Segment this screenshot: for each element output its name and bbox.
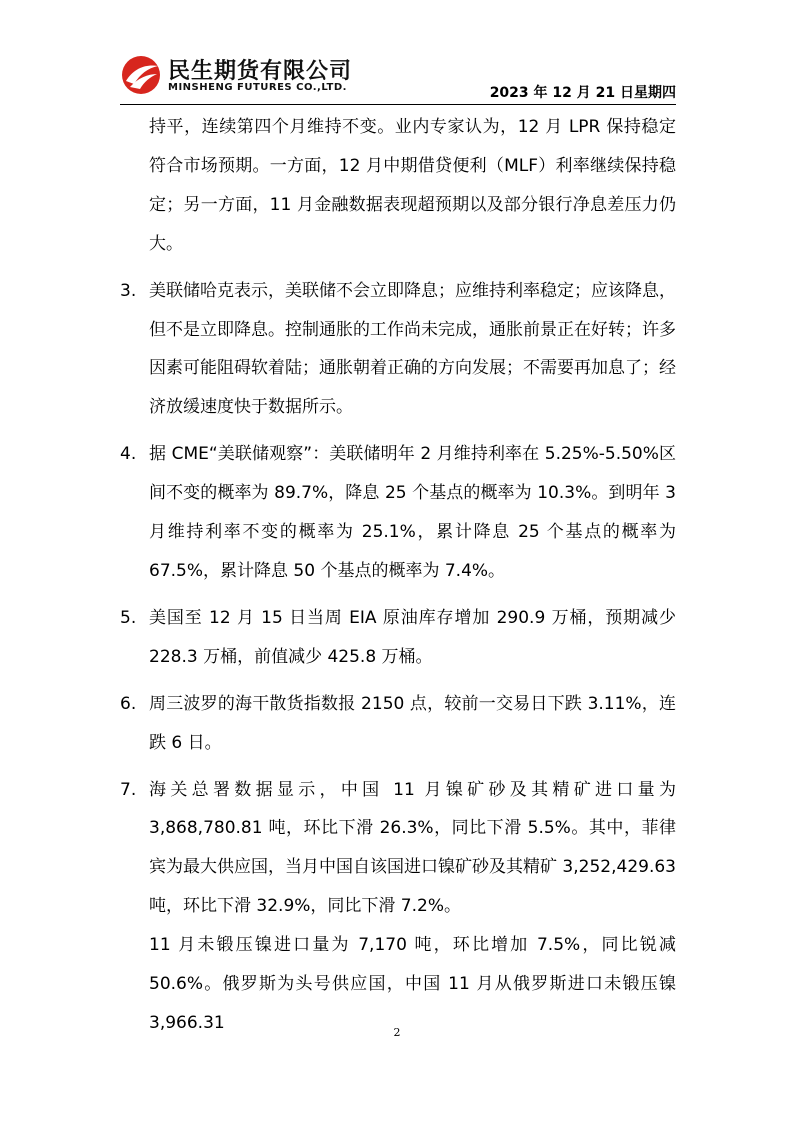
- list-item-number: 5.: [120, 607, 137, 628]
- list-item: [120, 599, 676, 677]
- header-divider: [120, 104, 676, 105]
- list-item-number: 7.: [120, 779, 137, 800]
- minsheng-logo-icon: [120, 54, 162, 96]
- list-item-text: 美国至 12 月 15 日当周 EIA 原油库存增加 290.9 万桶，预期减少 228.3 万桶，前值减少 425.8 万桶。: [149, 607, 676, 667]
- list-item-number: 3.: [120, 280, 137, 301]
- list-item: [120, 272, 676, 428]
- page-body: [120, 108, 676, 1043]
- company-name-cn: 民生期货有限公司: [168, 59, 353, 84]
- intro-paragraph: 持平，连续第四个月维持不变。业内专家认为，12 月 LPR 保持稳定符合市场预期。一方面，12 月中期借贷便利（MLF）利率继续保持稳定；另一方面，11 月金融数据表现超预期以及部分银行净息差压力仍大。: [149, 117, 676, 254]
- list-item-text: 海关总署数据显示，中国 11 月镍矿砂及其精矿进口量为 3,868,780.81 吨，环比下滑 26.3%，同比下滑 5.5%。其中，菲律宾为最大供应国，当月中国自该国进口镍矿砂及其精矿 3,252,429.63 吨，环比下滑 32.9%，同比下滑 7.2%。: [149, 779, 676, 917]
- header-date: 2023 年 12 月 21 日星期四: [489, 85, 676, 101]
- list-item: [120, 771, 676, 927]
- list-item-number: 4.: [120, 444, 137, 465]
- list-item: [120, 685, 676, 763]
- list-item-text: 据 CME“美联储观察”：美联储明年 2 月维持利率在 5.25%-5.50%区间不变的概率为 89.7%，降息 25 个基点的概率为 10.3%。到明年 3 月维持利率不变的概率为 25.1%，累计降息 25 个基点的概率为 67.5%，累计降息 50 个基点的概率为 7.4%。: [149, 444, 676, 581]
- company-logo: [120, 50, 380, 100]
- company-name-en: MINSHENG FUTURES CO.,LTD.: [168, 82, 347, 93]
- page-number: 2: [393, 1026, 401, 1039]
- list-item-text: 美联储哈克表示，美联储不会立即降息；应维持利率稳定；应该降息，但不是立即降息。控制通胀的工作尚未完成，通胀前景正在好转；许多因素可能阻碍软着陆；通胀朝着正确的方向发展；不需要再加息了；经济放缓速度快于数据所示。: [149, 280, 676, 418]
- closing-paragraph: 11 月未锻压镍进口量为 7,170 吨，环比增加 7.5%，同比锐减 50.6%。俄罗斯为头号供应国，中国 11 月从俄罗斯进口未锻压镍 3,966.31: [149, 935, 676, 1033]
- list-item: [120, 435, 676, 591]
- list-item-number: 6.: [120, 693, 137, 714]
- list-item-text: 周三波罗的海干散货指数报 2150 点，较前一交易日下跌 3.11%，连跌 6 日。: [149, 693, 676, 753]
- page-header: [120, 50, 676, 104]
